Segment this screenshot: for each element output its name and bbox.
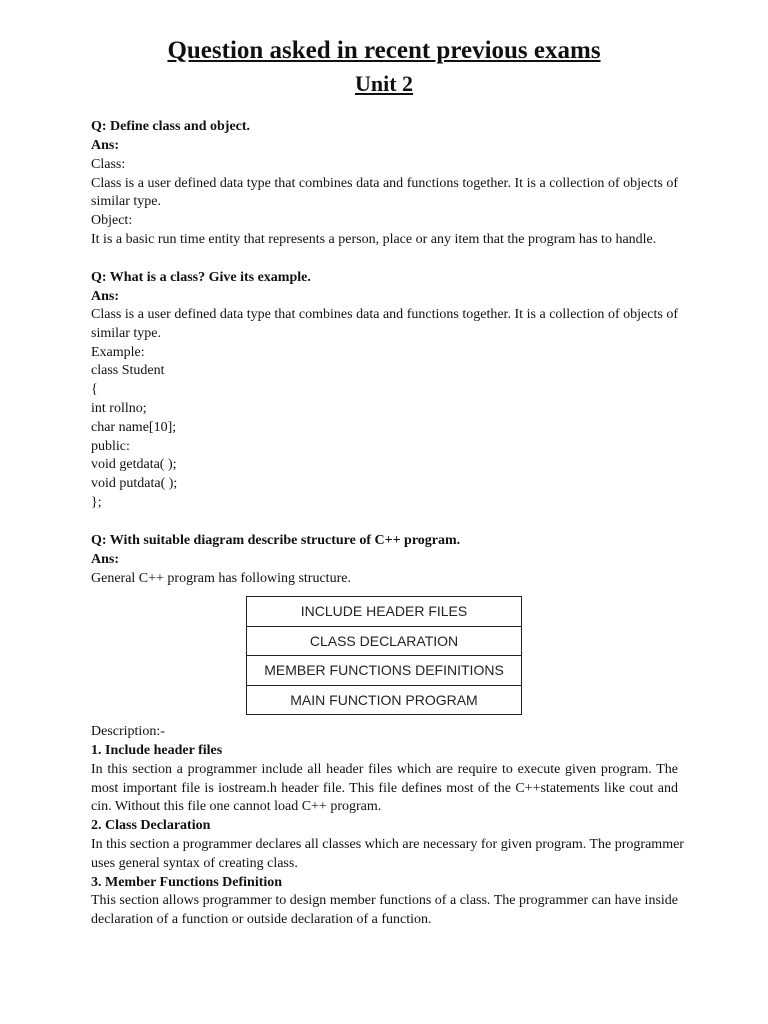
section-line: declaration of a function or outside declaration of a function. xyxy=(91,912,432,927)
code-line: void putdata( ); xyxy=(91,476,178,491)
diagram-row-main-function: MAIN FUNCTION PROGRAM xyxy=(247,685,522,715)
q1-question: Q: Define class and object. xyxy=(91,119,251,134)
q2-ans-label: Ans: xyxy=(91,289,120,304)
section-heading: 1. Include header files xyxy=(91,743,223,758)
code-line: }; xyxy=(91,495,102,510)
q2-question: Q: What is a class? Give its example. xyxy=(91,270,311,285)
description-label: Description:- xyxy=(91,724,165,739)
q1-class-line-2: similar type. xyxy=(91,194,161,209)
code-line: int rollno; xyxy=(91,401,147,416)
page-subtitle: Unit 2 xyxy=(354,71,414,96)
section-heading: 3. Member Functions Definition xyxy=(91,875,283,890)
code-line: char name[10]; xyxy=(91,420,177,435)
code-line: class Student xyxy=(91,363,165,378)
code-line: void getdata( ); xyxy=(91,457,177,472)
q1-class-label: Class: xyxy=(91,157,126,172)
section-line: cin. Without this file one cannot load C++ program. xyxy=(91,799,382,814)
code-line: { xyxy=(91,382,98,397)
q1-class-line-1: Class is a user defined data type that combines data and functions together. It is a collection of objects of xyxy=(91,176,678,191)
program-structure-diagram xyxy=(246,596,522,715)
section-line: In this section a programmer declares all classes which are necessary for given program. The programmer xyxy=(91,837,684,852)
q3-ans-label: Ans: xyxy=(91,552,120,567)
page-title: Question asked in recent previous exams xyxy=(167,37,601,64)
section-line: uses general syntax of creating class. xyxy=(91,856,298,871)
q3-question: Q: With suitable diagram describe structure of C++ program. xyxy=(91,533,461,548)
q2-line-1: Class is a user defined data type that combines data and functions together. It is a collection of objects of xyxy=(91,307,678,322)
q1-object-label: Object: xyxy=(91,213,133,228)
section-line: In this section a programmer include all header files which are require to execute given program. The xyxy=(91,762,678,777)
section-line: This section allows programmer to design member functions of a class. The programmer can have inside xyxy=(91,893,678,908)
diagram-row-member-functions: MEMBER FUNCTIONS DEFINITIONS xyxy=(247,656,522,686)
q1-ans-label: Ans: xyxy=(91,138,120,153)
q1-object-line: It is a basic run time entity that represents a person, place or any item that the program has to handle. xyxy=(91,232,657,247)
code-line: public: xyxy=(91,439,130,454)
diagram-row-class-declaration: CLASS DECLARATION xyxy=(247,626,522,656)
diagram-row-header-files: INCLUDE HEADER FILES xyxy=(247,597,522,627)
q2-example-label: Example: xyxy=(91,345,145,360)
q3-intro: General C++ program has following structure. xyxy=(91,571,351,586)
section-line: most important file is iostream.h header file. This file defines most of the C++statements like cout and xyxy=(91,781,678,796)
q2-line-2: similar type. xyxy=(91,326,161,341)
section-heading: 2. Class Declaration xyxy=(91,818,211,833)
